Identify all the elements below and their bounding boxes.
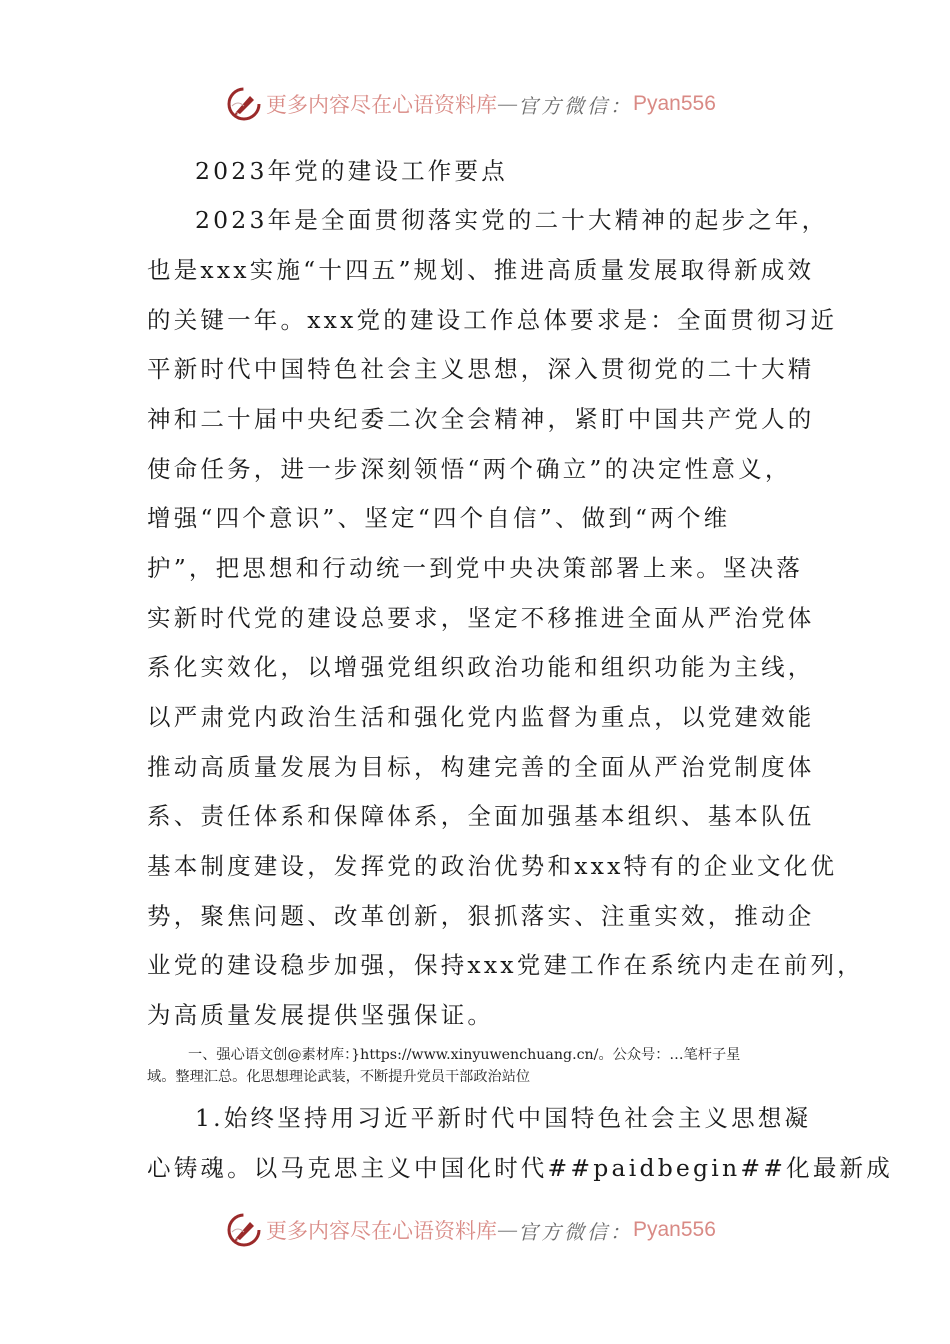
paragraph-line: 系化实效化，以增强党组织政治功能和组织功能为主线， xyxy=(147,653,815,681)
paragraph-line: 业党的建设稳步加强，保持xxx党建工作在系统内走在前列， xyxy=(147,951,864,979)
section-heading-line: 一、强心语文创@素材库：}https://www.xinyuwenchuang.cn/。公众号：…笔杆子星 xyxy=(188,1047,741,1063)
paragraph-line: 1.始终坚持用习近平新时代中国特色社会主义思想凝 xyxy=(195,1104,812,1132)
paragraph-line: 系、责任体系和保障体系，全面加强基本组织、基本队伍 xyxy=(147,802,815,830)
paragraph-line: 基本制度建设，发挥党的政治优势和xxx特有的企业文化优 xyxy=(147,852,838,880)
paragraph-line: 也是xxx实施“十四五”规划、推进高质量发展取得新成效 xyxy=(147,256,815,284)
paragraph-line: 护”，把思想和行动统一到党中央决策部署上来。坚决落 xyxy=(147,554,804,582)
paragraph-line: 以严肃党内政治生活和强化党内监督为重点，以党建效能 xyxy=(147,703,815,731)
pen-logo-icon xyxy=(226,86,262,122)
paragraph-line: 心铸魂。以马克思主义中国化时代##paidbegin##化最新成 xyxy=(147,1154,893,1182)
document-title: 2023年党的建设工作要点 xyxy=(195,157,508,185)
watermark-wechat-label: 官方微信： xyxy=(518,1219,633,1244)
paragraph-line: 推动高质量发展为目标，构建完善的全面从严治党制度体 xyxy=(147,753,815,781)
watermark-wechat-label: 官方微信： xyxy=(518,93,633,118)
paragraph-line: 使命任务，进一步深刻领悟“两个确立”的决定性意义， xyxy=(147,455,792,483)
paragraph-line: 平新时代中国特色社会主义思想，深入贯彻党的二十大精 xyxy=(147,355,815,383)
watermark-banner-bottom xyxy=(226,1210,716,1250)
watermark-site-text: 更多内容尽在心语资料库 xyxy=(266,93,497,117)
paragraph-line: 势，聚焦问题、改革创新，狠抓落实、注重实效，推动企 xyxy=(147,902,815,930)
watermark-site-text: 更多内容尽在心语资料库 xyxy=(266,1219,497,1243)
paragraph-line: 增强“四个意识”、坚定“四个自信”、做到“两个维 xyxy=(147,504,731,532)
pen-logo-icon xyxy=(226,1212,262,1248)
section-heading-line: 域。整理汇总。化思想理论武装，不断提升党员干部政治站位 xyxy=(147,1069,531,1085)
watermark-dash: — xyxy=(497,1218,518,1242)
paragraph-line: 为高质量发展提供坚强保证。 xyxy=(147,1001,495,1029)
watermark-wechat-id: Pyan556 xyxy=(633,92,716,115)
watermark-banner-top xyxy=(226,84,716,124)
watermark-dash: — xyxy=(497,92,518,116)
paragraph-line: 实新时代党的建设总要求，坚定不移推进全面从严治党体 xyxy=(147,604,815,632)
paragraph-line: 神和二十届中央纪委二次全会精神，紧盯中国共产党人的 xyxy=(147,405,815,433)
paragraph-line: 2023年是全面贯彻落实党的二十大精神的起步之年， xyxy=(195,206,829,234)
paragraph-line: 的关键一年。xxx党的建设工作总体要求是：全面贯彻习近 xyxy=(147,306,838,334)
watermark-wechat-id: Pyan556 xyxy=(633,1218,716,1241)
